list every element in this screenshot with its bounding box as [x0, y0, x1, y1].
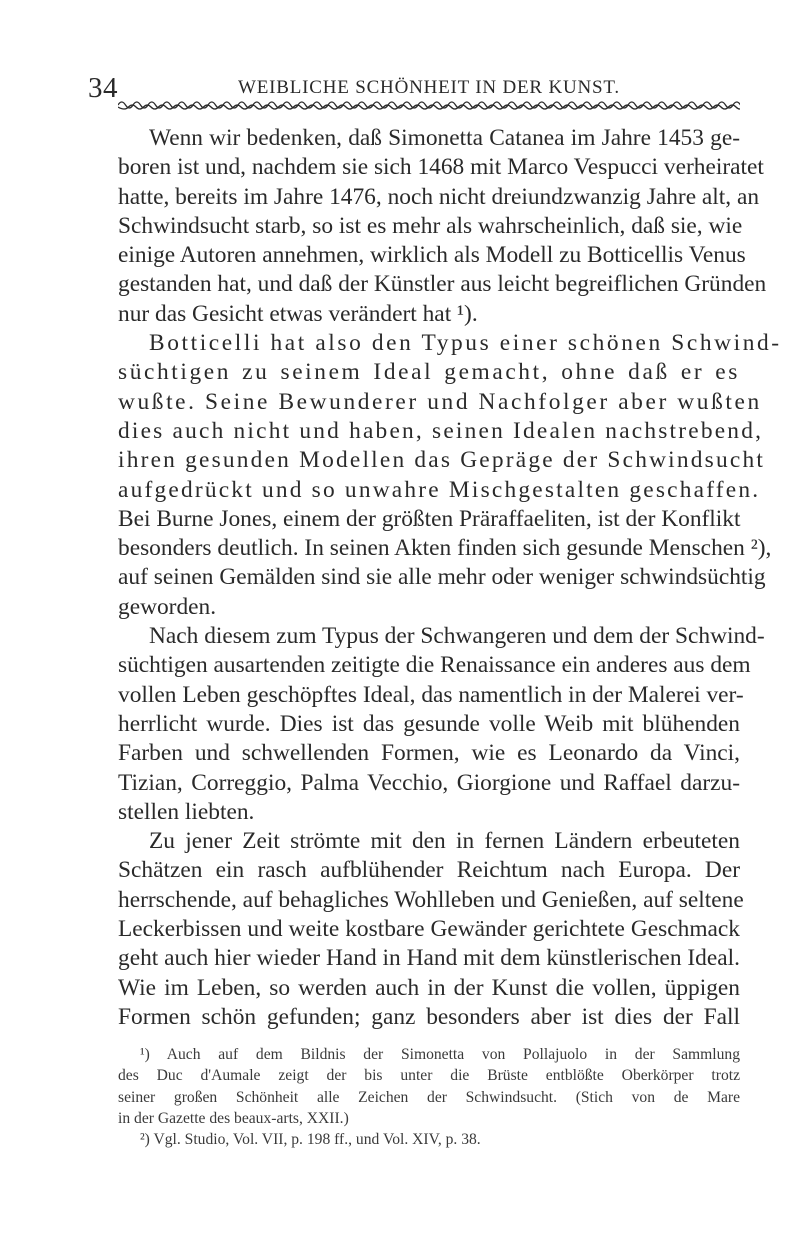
text-line-spaced: Botticelli hat also den Typus einer schönen Schwind- — [149, 330, 782, 357]
text-line: gestanden hat, und daß der Künstler aus leicht begreiflichen Gründen — [118, 271, 767, 298]
text-line: herrlicht wurde. Dies ist das gesunde volle Weib mit blühenden — [118, 710, 740, 737]
text-line: Leckerbissen und weite kostbare Gewänder gerichtete Geschmack — [118, 916, 740, 943]
text-line: Schätzen ein rasch aufblühender Reichtum nach Europa. Der — [118, 857, 740, 884]
text-line: Tizian, Correggio, Palma Vecchio, Giorgione und Raffael darzu- — [118, 769, 740, 796]
text-line: besonders deutlich. In seinen Akten finden sich gesunde Menschen ²), — [118, 535, 772, 562]
text-line: hatte, bereits im Jahre 1476, noch nicht dreiundzwanzig Jahre alt, an — [118, 183, 760, 210]
text-line-spaced: aufgedrückt und so unwahre Mischgestalten geschaffen. — [118, 476, 761, 503]
footnote-line: ¹) Auch auf dem Bildnis der Simonetta von Pollajuolo in der Sammlung — [140, 1046, 740, 1063]
text-line: geworden. — [118, 593, 217, 620]
footnote-line: seiner großen Schönheit alle Zeichen der Schwindsucht. (Stich von de Mare — [118, 1088, 740, 1106]
text-line: auf seinen Gemälden sind sie alle mehr oder weniger schwindsüchtig — [118, 564, 766, 591]
text-line: stellen liebten. — [118, 798, 255, 825]
text-line-spaced: süchtigen zu seinem Ideal gemacht, ohne daß er es — [118, 359, 740, 386]
text-line-spaced: dies auch nicht und haben, seinen Idealen nachstrebend, — [118, 417, 764, 444]
text-line: Farben und schwellenden Formen, wie es Leonardo da Vinci, — [118, 740, 740, 767]
text-line: vollen Leben geschöpftes Ideal, das namentlich in der Malerei ver- — [118, 681, 744, 708]
text-line: Schwindsucht starb, so ist es mehr als wahrscheinlich, daß sie, wie — [118, 212, 743, 239]
text-line: Wenn wir bedenken, daß Simonetta Catanea im Jahre 1453 ge- — [149, 125, 740, 151]
footnote-line: des Duc d'Aumale zeigt der bis unter die Brüste entblößte Oberkörper trotz — [118, 1067, 740, 1085]
text-line: herrschende, auf behagliches Wohlleben und Genießen, auf seltene — [118, 886, 744, 913]
footnote-line: ²) Vgl. Studio, Vol. VII, p. 198 ff., und Vol. XIV, p. 38. — [140, 1131, 481, 1149]
text-line: Zu jener Zeit strömte mit den in fernen Ländern erbeuteten — [149, 828, 740, 855]
wavy-rule-ornament-icon — [118, 96, 740, 112]
text-line: boren ist und, nachdem sie sich 1468 mit Marco Vespucci verheiratet — [118, 154, 764, 181]
text-line: Nach diesem zum Typus der Schwangeren und dem der Schwind- — [149, 623, 765, 650]
text-line: Wie im Leben, so werden auch in der Kunst die vollen, üppigen — [118, 974, 740, 1001]
text-line-spaced: ihren gesunden Modellen das Gepräge der Schwindsucht — [118, 447, 766, 474]
text-line-spaced: wußte. Seine Bewunderer und Nachfolger aber wußten — [118, 388, 762, 415]
page-number: 34 — [88, 72, 118, 104]
footnote-line: in der Gazette des beaux-arts, XXII.) — [118, 1109, 349, 1127]
text-line: Formen schön gefunden; ganz besonders aber ist dies der Fall — [118, 1003, 740, 1030]
text-line: Bei Burne Jones, einem der größten Präraffaeliten, ist der Konflikt — [118, 505, 741, 532]
footnotes — [118, 1044, 740, 1150]
body-text — [118, 124, 782, 1032]
text-line: süchtigen ausartenden zeitigte die Renaissance ein anderes aus dem — [118, 652, 751, 679]
running-title: WEIBLICHE SCHÖNHEIT IN DER KUNST. — [238, 77, 620, 98]
text-line: nur das Gesicht etwas verändert hat ¹). — [118, 300, 478, 327]
text-line: geht auch hier wieder Hand in Hand mit dem künstlerischen Ideal. — [118, 945, 740, 972]
text-line: einige Autoren annehmen, wirklich als Modell zu Botticellis Venus — [118, 242, 746, 269]
